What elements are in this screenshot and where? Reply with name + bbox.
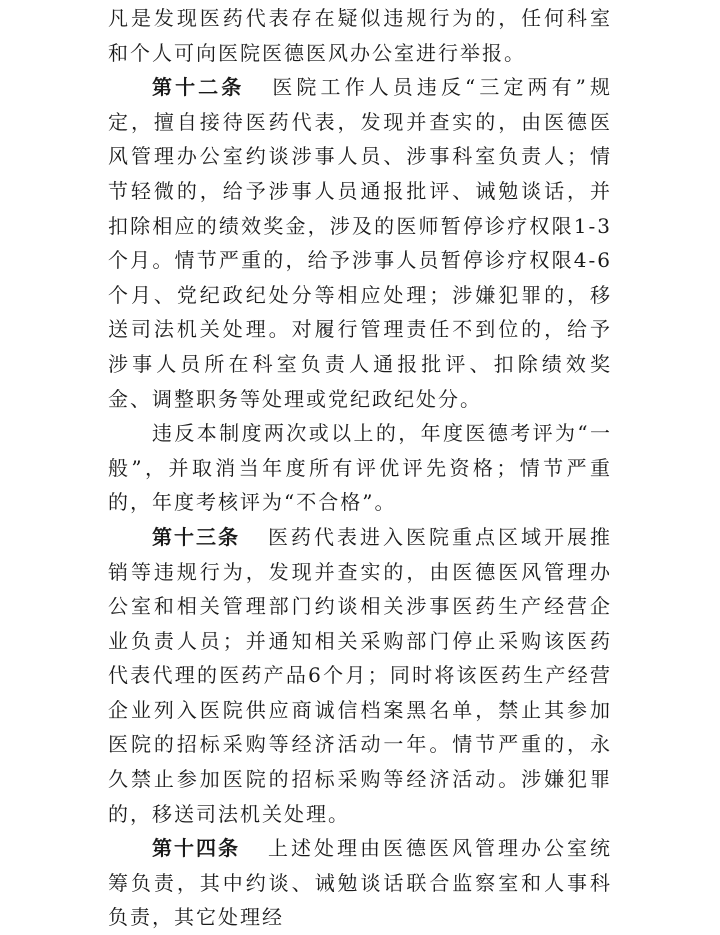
article-12-text: 医院工作人员违反“三定两有”规定，擅自接待医药代表，发现并查实的，由医德医风管理办公室约谈涉事人员、涉事科室负责人；情节轻微的，给予涉事人员通报批评、诫勉谈话，并扣除相应的绩效奖金，涉及的医师暂停诊疗权限1-3个月。情节严重的，给予涉事人员暂停诊疗权限4-6个月、党纪政纪处分等相应处理；涉嫌犯罪的，移送司法机关处理。对履行管理责任不到位的，给予涉事人员所在科室负责人通报批评、扣除绩效奖金、调整职务等处理或党纪政纪处分。	[108, 75, 612, 411]
document-page	[108, 0, 612, 935]
article-14	[108, 831, 612, 935]
article-13-text: 医药代表进入医院重点区域开展推销等违规行为，发现并查实的，由医德医风管理办公室和相关管理部门约谈相关涉事医药生产经营企业负责人员；并通知相关采购部门停止采购该医药代表代理的医药产品6个月；同时将该医药生产经营企业列入医院供应商诚信档案黑名单，禁止其参加医院的招标采购等经济活动一年。情节严重的，永久禁止参加医院的招标采购等经济活动。涉嫌犯罪的，移送司法机关处理。	[108, 524, 612, 826]
article-13	[108, 520, 612, 831]
article-14-heading: 第十四条	[152, 836, 240, 861]
article-12-heading: 第十二条	[152, 75, 245, 100]
article-14-text: 上述处理由医德医风管理办公室统筹负责，其中约谈、诫勉谈话联合监察室和人事科负责，其它处理经	[108, 836, 612, 930]
article-13-heading: 第十三条	[152, 524, 240, 549]
paragraph-text: 凡是发现医药代表存在疑似违规行为的，任何科室和个人可向医院医德医风办公室进行举报。	[108, 6, 612, 65]
article-12	[108, 70, 612, 416]
paragraph-report-clause	[108, 1, 612, 70]
paragraph-text: 违反本制度两次或以上的，年度医德考评为“一般”，并取消当年度所有评优评先资格；情节严重的，年度考核评为“不合格”。	[108, 421, 612, 515]
paragraph-repeat-violation	[108, 416, 612, 520]
